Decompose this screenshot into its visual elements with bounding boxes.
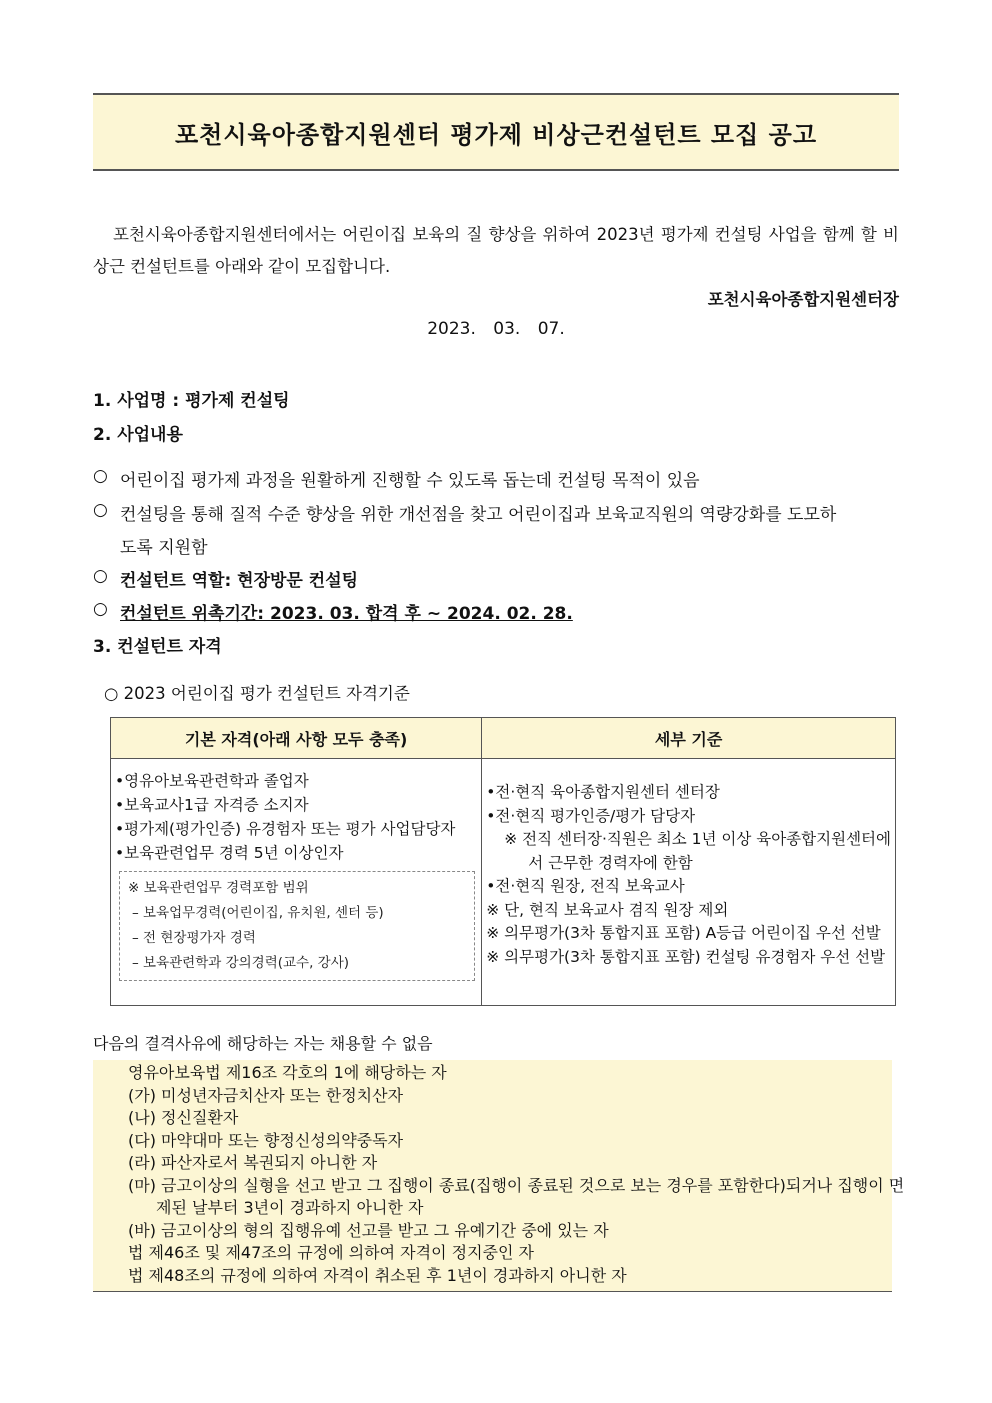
detail-note: ※ 전직 센터장·직원은 최소 1년 이상 육아종합지원센터에 — [504, 830, 891, 848]
disq-line: (마) 금고이상의 실형을 선고 받고 그 집행이 종료(집행이 종료된 것으로 보는 경우를 포함한다)되거나 집행이 면 — [128, 1175, 905, 1195]
criteria-table — [110, 717, 896, 1006]
basic-qualification-header: 기본 자격(아래 사항 모두 충족) — [111, 718, 482, 759]
basic-item: •보육교사1급 자격증 소지자 — [115, 796, 309, 814]
disqualification-intro: 다음의 결격사유에 해당하는 자는 채용할 수 없음 — [93, 1034, 433, 1053]
basic-qualification-cell — [111, 759, 482, 1006]
experience-scope-note — [119, 871, 475, 981]
bullet-circle-icon: ○ — [93, 500, 108, 520]
detail-note: ※ 의무평가(3차 통합지표 포함) 컨설팅 유경험자 우선 선발 — [486, 947, 886, 966]
intro-paragraph: 포천시육아종합지원센터에서는 어린이집 보육의 질 향상을 위하여 2023년 평가제 컨설팅 사업을 함께 할 비상근 컨설턴트를 아래와 같이 모집합니다. — [93, 225, 899, 276]
bullet-role: 컨설턴트 역할: 현장방문 컨설팅 — [120, 571, 359, 591]
disq-line: (바) 금고이상의 형의 집행유예 선고를 받고 그 유예기간 중에 있는 자 — [128, 1220, 609, 1240]
disq-line: 법 제48조의 규정에 의하여 자격이 취소된 후 1년이 경과하지 아니한 자 — [128, 1265, 627, 1285]
detail-note: ※ 의무평가(3차 통합지표 포함) A등급 어린이집 우선 선발 — [486, 924, 881, 942]
detail-item: •전·현직 육아종합지원센터 센터장 — [486, 783, 720, 801]
disq-line: (나) 정신질환자 — [128, 1108, 239, 1127]
section-business-name: 1. 사업명 : 평가제 컨설팅 — [93, 391, 290, 411]
section-qualification: 3. 컨설턴트 자격 — [93, 637, 222, 657]
note-item: – 보육업무경력(어린이집, 유치원, 센터 등) — [132, 905, 384, 921]
bullet-circle-icon: ○ — [93, 566, 108, 586]
disq-line: 영유아보육법 제16조 각호의 1에 해당하는 자 — [128, 1063, 447, 1082]
detail-item: •전·현직 원장, 전직 보육교사 — [486, 877, 685, 895]
bullet-circle-icon: ○ — [93, 466, 108, 486]
detail-item: •전·현직 평가인증/평가 담당자 — [486, 806, 696, 825]
disqualification-box — [93, 1060, 905, 1292]
note-item: – 보육관련학과 강의경력(교수, 강사) — [132, 955, 350, 971]
basic-item: •보육관련업무 경력 5년 이상인자 — [115, 844, 344, 862]
basic-item: •평가제(평가인증) 유경험자 또는 평가 사업담당자 — [115, 820, 456, 838]
detail-note-cont: 서 근무한 경력자에 한함 — [528, 853, 693, 872]
notice-title: 포천시육아종합지원센터 평가제 비상근컨설턴트 모집 공고 — [93, 93, 899, 171]
note-title: ※ 보육관련업무 경력포함 범위 — [128, 880, 309, 896]
criteria-heading: ○ 2023 어린이집 평가 컨설턴트 자격기준 — [104, 684, 410, 703]
disq-line: (가) 미성년자금치산자 또는 한정치산자 — [128, 1085, 404, 1105]
bullet-term: 컨설턴트 위촉기간: 2023. 03. 합격 후 ~ 2024. 02. 28. — [120, 604, 573, 624]
section-business-content: 2. 사업내용 — [93, 425, 183, 445]
detail-note: ※ 단, 현직 보육교사 겸직 원장 제외 — [486, 900, 729, 919]
bullet-improvement-line2: 도록 지원함 — [120, 538, 208, 558]
bullet-circle-icon: ○ — [93, 599, 108, 619]
disq-line: (라) 파산자로서 복권되지 아니한 자 — [128, 1153, 378, 1172]
disq-line: (다) 마약대마 또는 향정신성의약중독자 — [128, 1130, 404, 1150]
basic-item: •영유아보육관련학과 졸업자 — [115, 772, 309, 790]
detail-criteria-header: 세부 기준 — [482, 718, 896, 759]
bullet-purpose: 어린이집 평가제 과정을 원활하게 진행할 수 있도록 돕는데 컨설팅 목적이 있음 — [120, 471, 700, 491]
detail-criteria-cell — [482, 759, 896, 1006]
note-item: – 전 현장평가자 경력 — [132, 930, 256, 946]
bullet-improvement-line1: 컨설팅을 통해 질적 수준 향상을 위한 개선점을 찾고 어린이집과 보육교직원의 역량강화를 도모하 — [120, 505, 837, 525]
signer: 포천시육아종합지원센터장 — [707, 290, 899, 309]
notice-date: 2023. 03. 07. — [427, 319, 565, 339]
disq-line-cont: 제된 날부터 3년이 경과하지 아니한 자 — [156, 1198, 424, 1217]
disq-line: 법 제46조 및 제47조의 규정에 의하여 자격이 정지중인 자 — [128, 1243, 534, 1262]
